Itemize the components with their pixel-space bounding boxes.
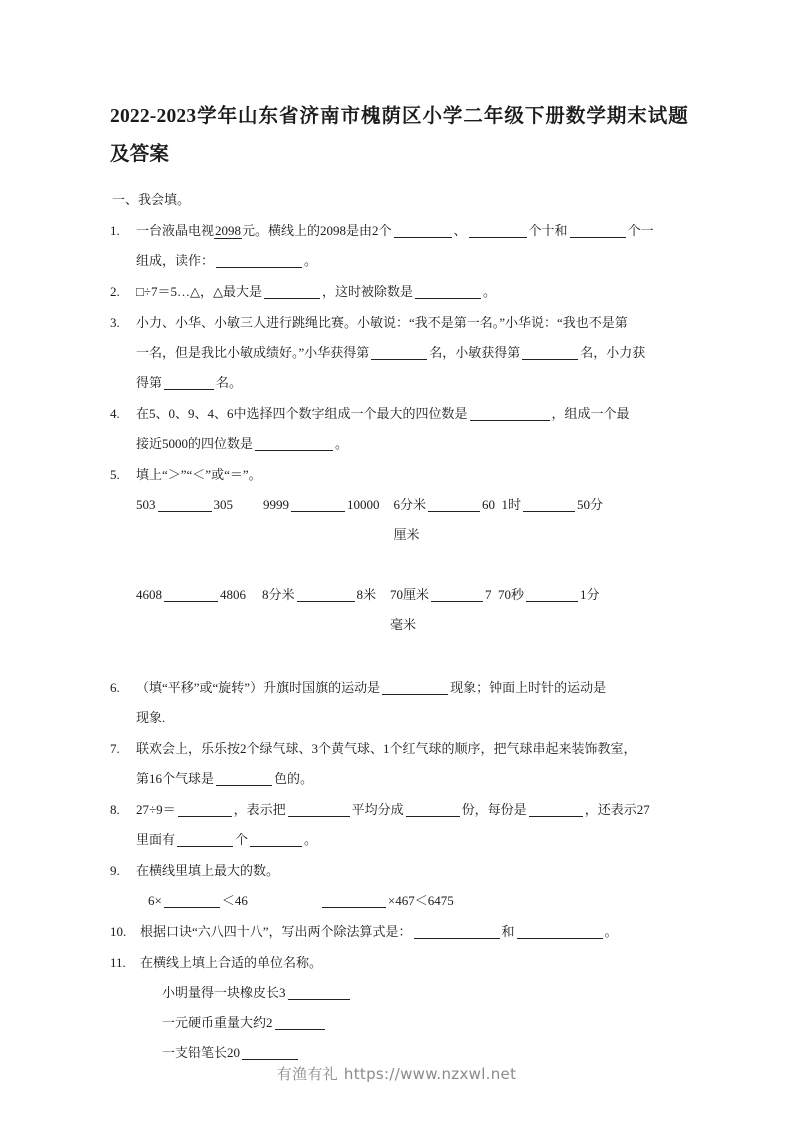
question-7-blank-1[interactable] (216, 772, 272, 786)
question-10-text-b: 和 (501, 924, 515, 939)
comparison-2-3 (390, 580, 498, 640)
comparison-1-4-left: 1时 (501, 497, 522, 512)
comparison-2-3-right: 7毫米 (390, 587, 492, 632)
section-heading: 一、我会填。 (112, 192, 191, 207)
comparison-1-4 (502, 490, 604, 520)
question-6-text-c: 现象. (136, 710, 166, 725)
comparison-row-1 (110, 490, 688, 550)
question-9-expr2-right: ×467＜6475 (387, 893, 454, 908)
question-8-text-g: 个 (235, 832, 249, 847)
comparison-1-4-right: 50分 (577, 497, 604, 512)
question-8-blank-6[interactable] (250, 833, 302, 847)
question-11-item-3-text: 一支铅笔长20 (162, 1045, 241, 1060)
question-3-number: 3. (110, 315, 120, 330)
question-7-text-a: 第16个气球是 (136, 771, 215, 786)
question-3-text-b: 名，小敏获得第 (429, 345, 521, 360)
question-7-text-line1: 联欢会上，乐乐按2个绿气球、3个黄气球、1个红气球的顺序，把气球串起来装饰教室， (136, 741, 637, 756)
question-2-text-b: ，这时被除数是 (321, 284, 413, 299)
question-1-text-b: 元。横线上的2098是由2个 (242, 223, 392, 238)
question-3-text-c: 名，小力获 (580, 345, 646, 360)
question-4-text-d: 。 (335, 436, 349, 451)
question-4-text-c: 接近5000的四位数是 (136, 436, 254, 451)
question-8-text-f: 里面有 (136, 832, 176, 847)
question-10 (110, 917, 688, 947)
question-9-expressions (110, 886, 688, 916)
question-8-text-e: ，还表示27 (584, 802, 650, 817)
comparison-2-4-left: 70秒 (498, 587, 525, 602)
comparison-1-1-right: 305 (213, 497, 233, 512)
question-6-blank-1[interactable] (382, 681, 448, 695)
comparison-1-1-left: 503 (136, 497, 156, 512)
question-6 (110, 673, 688, 733)
document-content (110, 98, 688, 1068)
question-9-blank-1[interactable] (164, 894, 220, 908)
question-11-item-2 (110, 1008, 688, 1038)
question-7-number: 7. (110, 741, 120, 756)
question-9-expr1-right: ＜46 (221, 893, 248, 908)
comparison-1-2-right: 10000 (347, 497, 380, 512)
question-3-blank-2[interactable] (522, 346, 578, 360)
comparison-1-4-blank[interactable] (523, 498, 575, 512)
comparison-2-4-blank[interactable] (526, 588, 578, 602)
comparison-2-1-right: 4806 (220, 587, 246, 602)
comparison-1-2-blank[interactable] (291, 498, 345, 512)
comparison-2-4 (498, 580, 600, 610)
question-8-text-a: 27÷9＝ (136, 802, 176, 817)
question-1-text-c: 、 (453, 223, 467, 238)
question-8-blank-4[interactable] (529, 803, 583, 817)
question-7 (110, 734, 688, 794)
question-3-text-line1: 小力、小华、小敏三人进行跳绳比赛。小敏说：“我不是第一名。”小华说：“我也不是第 (136, 315, 628, 330)
question-8-text-c: 平均分成 (351, 802, 404, 817)
comparison-2-2-blank[interactable] (297, 588, 355, 602)
question-3-text-e: 名。 (216, 375, 243, 390)
question-11 (110, 948, 688, 978)
question-2-text-c: 。 (483, 284, 497, 299)
question-11-blank-3[interactable] (242, 1046, 298, 1060)
question-1-text-f: 组成，读作： (136, 253, 215, 268)
question-1-number: 1. (110, 223, 120, 238)
question-8-blank-5[interactable] (177, 833, 233, 847)
question-9 (110, 856, 688, 886)
question-1-text-g: 。 (304, 253, 318, 268)
question-4-blank-1[interactable] (470, 407, 550, 421)
question-1-underlined-value: 2098 (215, 223, 242, 238)
question-9-blank-2[interactable] (322, 894, 386, 908)
question-3-blank-3[interactable] (164, 376, 214, 390)
question-7-text-b: 色的。 (274, 771, 314, 786)
question-5-prompt: 填上“＞”“＜”或“＝”。 (136, 467, 262, 482)
question-10-text-c: 。 (604, 924, 618, 939)
question-11-item-1-text: 小明量得一块橡皮长3 (162, 985, 286, 1000)
question-6-text-b: 现象；钟面上时针的运动是 (450, 680, 607, 695)
question-3-text-a: 一名，但是我比小敏成绩好。”小华获得第 (136, 345, 370, 360)
comparison-1-2 (263, 490, 380, 520)
comparison-1-1 (136, 490, 233, 520)
question-9-expr1-left: 6× (148, 893, 162, 908)
question-1-blank-1[interactable] (394, 224, 452, 238)
question-4 (110, 399, 688, 459)
comparison-1-3 (394, 490, 502, 550)
comparison-2-2-left: 8分米 (262, 587, 295, 602)
page-title: 2022-2023学年山东省济南市槐荫区小学二年级下册数学期末试题及答案 (110, 106, 688, 165)
question-1-blank-2[interactable] (469, 224, 527, 238)
question-8 (110, 795, 688, 855)
question-8-text-d: 份，每份是 (461, 802, 527, 817)
question-1-text-d: 个十和 (528, 223, 568, 238)
comparison-1-1-blank[interactable] (158, 498, 212, 512)
footer-brand: 有渔有礼 (276, 1065, 338, 1083)
question-10-number: 10. (110, 924, 127, 939)
question-8-blank-3[interactable] (406, 803, 460, 817)
question-2-number: 2. (110, 284, 120, 299)
question-11-blank-1[interactable] (288, 986, 350, 1000)
question-9-prompt: 在横线里填上最大的数。 (136, 863, 280, 878)
question-11-blank-2[interactable] (275, 1016, 325, 1030)
comparison-2-4-right: 1分 (580, 587, 600, 602)
comparison-row-2 (110, 580, 688, 640)
question-9-number: 9. (110, 863, 120, 878)
question-10-text-a: 根据口诀“六八四十八”，写出两个除法算式是： (140, 924, 412, 939)
comparison-1-3-left: 6分米 (393, 497, 427, 512)
footer-watermark (0, 1063, 793, 1084)
question-1-blank-4[interactable] (216, 254, 302, 268)
question-8-blank-2[interactable] (288, 803, 350, 817)
question-2-blank-1[interactable] (264, 285, 320, 299)
question-5 (110, 460, 688, 490)
question-8-text-b: ，表示把 (233, 802, 286, 817)
question-8-text-h: 。 (304, 832, 318, 847)
question-1-text-a: 一台液晶电视 (136, 223, 215, 238)
comparison-1-3-right: 60厘米 (393, 497, 496, 542)
question-4-text-a: 在5、0、9、4、6中选择四个数字组成一个最大的四位数是 (136, 406, 468, 421)
question-8-number: 8. (110, 802, 120, 817)
question-11-item-1 (110, 978, 688, 1008)
question-3 (110, 308, 688, 398)
question-4-number: 4. (110, 406, 120, 421)
question-6-text-a: （填“平移”或“旋转”）升旗时国旗的运动是 (136, 680, 381, 695)
question-11-prompt: 在横线上填上合适的单位名称。 (140, 955, 323, 970)
question-2-blank-2[interactable] (415, 285, 481, 299)
question-10-blank-2[interactable] (517, 925, 603, 939)
question-6-number: 6. (110, 680, 120, 695)
comparison-2-3-left: 70厘米 (390, 587, 430, 602)
comparison-2-3-blank[interactable] (431, 588, 483, 602)
question-1-blank-3[interactable] (570, 224, 626, 238)
comparison-2-1 (136, 580, 246, 610)
footer-url: https://www.nzxwl.net (343, 1065, 517, 1083)
comparison-1-2-left: 9999 (263, 497, 289, 512)
question-8-blank-1[interactable] (178, 803, 232, 817)
question-4-blank-2[interactable] (255, 437, 333, 451)
question-2 (110, 277, 688, 307)
question-5-number: 5. (110, 467, 120, 482)
question-11-number: 11. (110, 955, 126, 970)
comparison-2-1-blank[interactable] (164, 588, 218, 602)
question-3-text-d: 得第 (136, 375, 163, 390)
question-1 (110, 216, 688, 276)
question-10-blank-1[interactable] (414, 925, 500, 939)
question-3-blank-1[interactable] (371, 346, 427, 360)
question-11-item-2-text: 一元硬币重量大约2 (162, 1015, 273, 1030)
comparison-2-2-right: 8米 (356, 587, 377, 602)
comparison-2-1-left: 4608 (136, 587, 162, 602)
comparison-2-2 (262, 580, 376, 610)
question-1-text-e: 个一 (627, 223, 654, 238)
question-4-text-b: ，组成一个最 (551, 406, 630, 421)
comparison-1-3-blank[interactable] (428, 498, 480, 512)
question-2-text-a: □÷7＝5…△，△最大是 (136, 284, 262, 299)
